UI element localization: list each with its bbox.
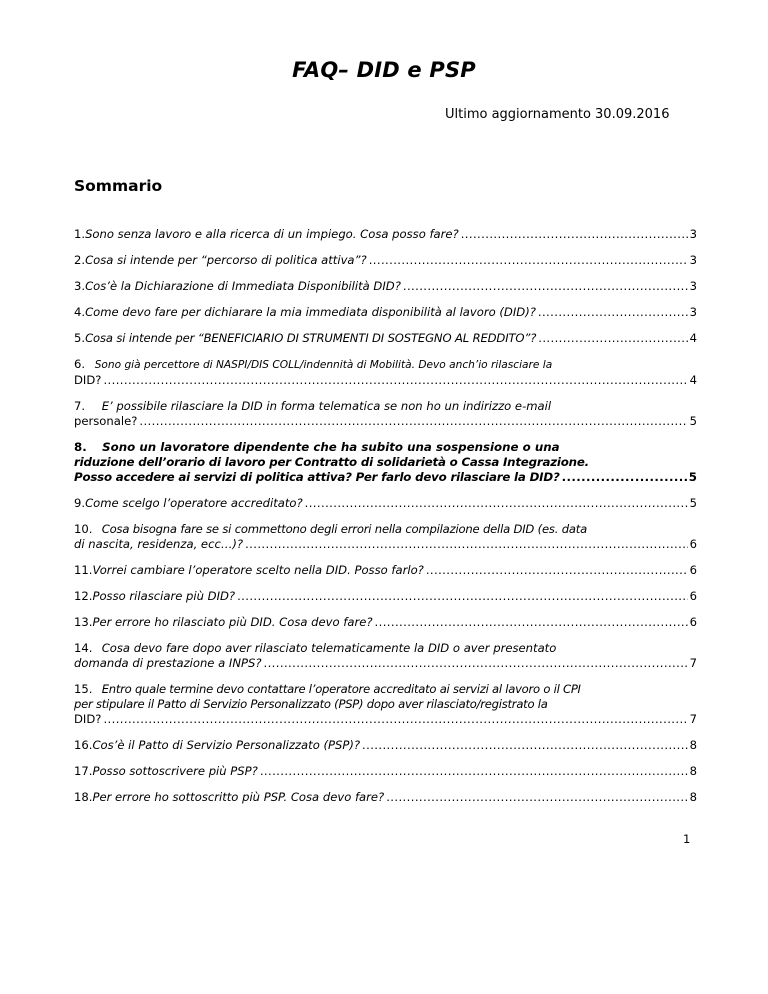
toc-entry-14[interactable]: 14. Cosa devo fare dopo aver rilasciato telematicamente la DID o aver presentato domanda di prestazione a INPS? ..... 7 xyxy=(74,641,697,671)
toc-entry-16[interactable]: 16. Cos’è il Patto di Servizio Personalizzato (PSP)? ..... 8 xyxy=(74,738,697,753)
toc-page-number: 3 xyxy=(689,279,697,293)
toc-entry-text: Cosa si intende per “BENEFICIARIO DI STRUMENTI DI SOSTEGNO AL REDDITO”? xyxy=(85,331,537,345)
toc-entry-text: Sono senza lavoro e alla ricerca di un impiego. Cosa posso fare? xyxy=(85,227,459,241)
toc-entry-text-continued: DID? xyxy=(74,373,102,387)
toc-entry-10[interactable]: 10. Cosa bisogna fare se si commettono degli errori nella compilazione della DID (es. data di nascita, residenza, ecc…)? ..... 6 xyxy=(74,522,697,552)
toc-page-number: 7 xyxy=(689,656,697,670)
toc-entry-text: Cosa devo fare dopo aver rilasciato telematicamente la DID o aver presentato xyxy=(101,641,557,655)
toc-entry-12[interactable]: 12. Posso rilasciare più DID? ..... 6 xyxy=(74,589,697,604)
toc-page-number: 4 xyxy=(689,331,697,345)
toc-entry-18[interactable]: 18. Per errore ho sottoscritto più PSP. Cosa devo fare? ..... 8 xyxy=(74,790,697,805)
toc-entry-text: Entro quale termine devo contattare l’operatore accreditato ai servizi al lavoro o il CPI xyxy=(101,682,581,696)
toc-entry-text-continued: riduzione dell’orario di lavoro per Contratto di solidarietà o Cassa Integrazione. xyxy=(74,455,589,469)
toc-entry-text: Cosa bisogna fare se si commettono degli errori nella compilazione della DID (es. data xyxy=(101,522,588,536)
toc-entry-text: Cos’è il Patto di Servizio Personalizzato (PSP)? xyxy=(92,738,361,752)
table-of-contents xyxy=(74,227,697,816)
toc-entry-13[interactable]: 13. Per errore ho rilasciato più DID. Cosa devo fare? ..... 6 xyxy=(74,615,697,630)
toc-entry-11[interactable]: 11. Vorrei cambiare l’operatore scelto nella DID. Posso farlo? ..... 6 xyxy=(74,563,697,578)
toc-entry-text: Posso sottoscrivere più PSP? xyxy=(92,764,258,778)
toc-entry-text: Cosa si intende per “percorso di politica attiva”? xyxy=(85,253,367,267)
toc-entry-text: Per errore ho sottoscritto più PSP. Cosa devo fare? xyxy=(92,790,385,804)
toc-page-number: 8 xyxy=(689,764,697,778)
toc-entry-text-continued: personale? xyxy=(74,414,138,428)
toc-page-number: 8 xyxy=(689,738,697,752)
toc-page-number: 5 xyxy=(688,470,697,484)
toc-page-number: 3 xyxy=(689,305,697,319)
toc-entry-8[interactable]: 8. Sono un lavoratore dipendente che ha subito una sospensione o una riduzione dell’orario di lavoro per Contratto di solidarietà o Cassa Integrazione. Posso accedere ai servizi di politica attiva? Per farlo devo rilasciare la DID? ..... 5 xyxy=(74,440,697,485)
toc-entry-text: Come devo fare per dichiarare la mia immediata disponibilità al lavoro (DID)? xyxy=(85,305,536,319)
page-number: 1 xyxy=(683,832,691,846)
toc-entry-6[interactable]: 6. Sono già percettore di NASPI/DIS COLL/indennità di Mobilità. Devo anch’io rilasciare la DID? ..... 4 xyxy=(74,357,697,388)
toc-page-number: 6 xyxy=(689,615,697,629)
last-updated-date: Ultimo aggiornamento 30.09.2016 xyxy=(445,107,670,122)
toc-entry-text: E’ possibile rilasciare la DID in forma telematica se non ho un indirizzo e-mail xyxy=(101,399,552,413)
toc-entry-2[interactable]: 2. Cosa si intende per “percorso di politica attiva”? ..... 3 xyxy=(74,253,697,268)
summary-heading: Sommario xyxy=(74,177,163,195)
toc-entry-text-continued: domanda di prestazione a INPS? xyxy=(74,656,262,670)
document-title: FAQ– DID e PSP xyxy=(292,58,476,82)
toc-entry-text: Sono un lavoratore dipendente che ha subito una sospensione o una xyxy=(102,440,560,454)
toc-entry-9[interactable]: 9. Come scelgo l’operatore accreditato? ..... 5 xyxy=(74,496,697,511)
toc-entry-17[interactable]: 17. Posso sottoscrivere più PSP? ..... 8 xyxy=(74,764,697,779)
toc-entry-text: Cos’è la Dichiarazione di Immediata Disponibilità DID? xyxy=(85,279,401,293)
toc-entry-text: Vorrei cambiare l’operatore scelto nella DID. Posso farlo? xyxy=(92,563,424,577)
toc-page-number: 8 xyxy=(689,790,697,804)
toc-page-number: 3 xyxy=(689,253,697,267)
toc-entry-text: Per errore ho rilasciato più DID. Cosa devo fare? xyxy=(92,615,373,629)
toc-entry-text-continued: Posso accedere ai servizi di politica attiva? Per farlo devo rilasciare la DID? xyxy=(74,470,560,484)
toc-entry-text: Posso rilasciare più DID? xyxy=(92,589,236,603)
toc-page-number: 6 xyxy=(689,537,697,551)
toc-page-number: 4 xyxy=(689,373,697,387)
toc-entry-text-continued: DID? xyxy=(74,712,102,726)
toc-entry-text-continued: per stipulare il Patto di Servizio Personalizzato (PSP) dopo aver rilasciato/registrato la xyxy=(74,697,548,711)
toc-entry-4[interactable]: 4. Come devo fare per dichiarare la mia immediata disponibilità al lavoro (DID)? ..... 3 xyxy=(74,305,697,320)
toc-entry-text: Sono già percettore di NASPI/DIS COLL/indennità di Mobilità. Devo anch’io rilasciare la xyxy=(94,359,553,371)
toc-entry-3[interactable]: 3. Cos’è la Dichiarazione di Immediata Disponibilità DID? ..... 3 xyxy=(74,279,697,294)
toc-entry-1[interactable]: 1. Sono senza lavoro e alla ricerca di un impiego. Cosa posso fare? ..... 3 xyxy=(74,227,697,242)
toc-page-number: 6 xyxy=(689,563,697,577)
toc-entry-7[interactable]: 7. E’ possibile rilasciare la DID in forma telematica se non ho un indirizzo e-mail personale? ..... 5 xyxy=(74,399,697,429)
toc-entry-text-continued: di nascita, residenza, ecc…)? xyxy=(74,537,244,551)
toc-page-number: 7 xyxy=(689,712,697,726)
toc-page-number: 5 xyxy=(689,414,697,428)
toc-entry-5[interactable]: 5. Cosa si intende per “BENEFICIARIO DI STRUMENTI DI SOSTEGNO AL REDDITO”? ..... 4 xyxy=(74,331,697,346)
toc-page-number: 6 xyxy=(689,589,697,603)
toc-entry-15[interactable]: 15. Entro quale termine devo contattare l’operatore accreditato ai servizi al lavoro o il CPI per stipulare il Patto di Servizio Personalizzato (PSP) dopo aver rilasciato/registrato la DID? ..... 7 xyxy=(74,682,697,727)
toc-entry-text: Come scelgo l’operatore accreditato? xyxy=(85,496,303,510)
toc-page-number: 5 xyxy=(689,496,697,510)
toc-page-number: 3 xyxy=(689,227,697,241)
